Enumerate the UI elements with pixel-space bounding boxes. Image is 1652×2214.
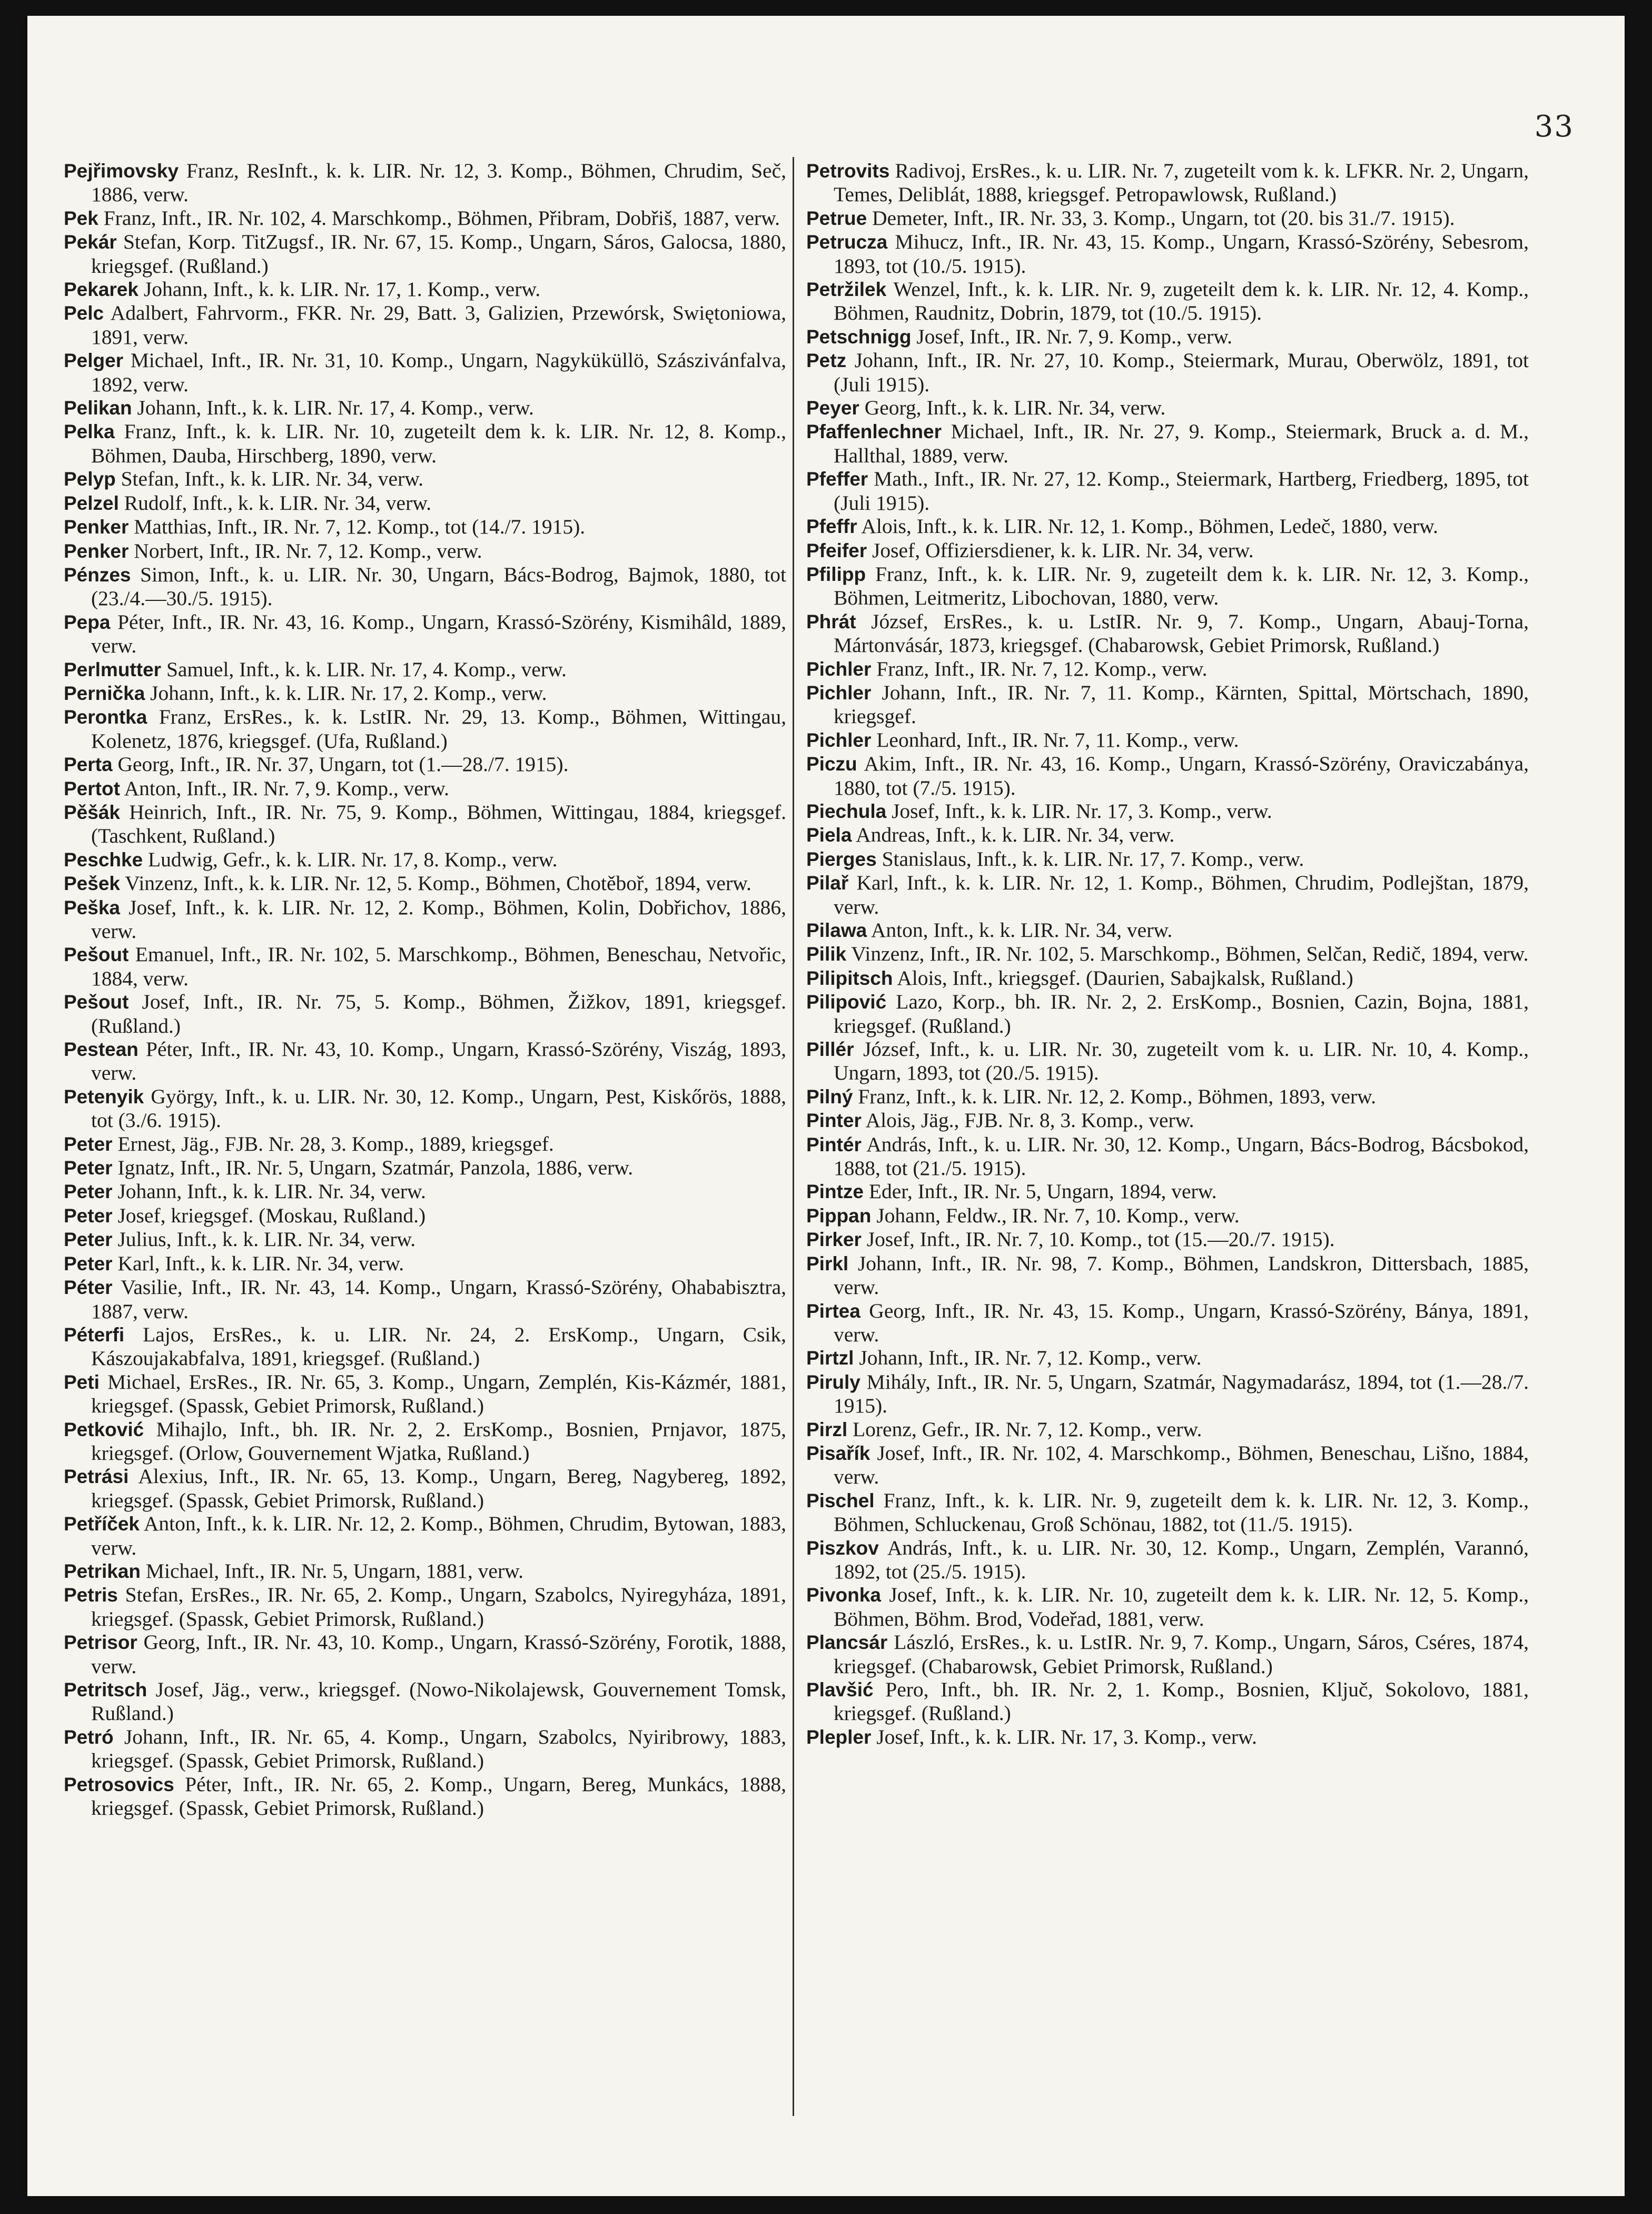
entry-details: Franz, Inft., IR. Nr. 7, 12. Komp., verw. bbox=[876, 657, 1208, 680]
list-entry bbox=[64, 872, 786, 895]
entry-surname: Pillér bbox=[806, 1039, 854, 1061]
entry-details: Anton, Inft., IR. Nr. 7, 9. Komp., verw. bbox=[124, 776, 449, 800]
entry-surname: Pepa bbox=[64, 611, 111, 633]
list-entry bbox=[64, 349, 786, 396]
list-entry bbox=[806, 325, 1529, 349]
list-entry bbox=[64, 159, 786, 206]
entry-surname: Piechula bbox=[806, 800, 887, 822]
entry-surname: Pintze bbox=[806, 1181, 864, 1203]
entry-details: Eder, Inft., IR. Nr. 5, Ungarn, 1894, verw. bbox=[868, 1180, 1217, 1203]
entry-details: Lorenz, Gefr., IR. Nr. 7, 12. Komp., verw. bbox=[853, 1417, 1202, 1441]
entry-surname: Péter bbox=[64, 1277, 113, 1299]
entry-surname: Pekarek bbox=[64, 279, 139, 301]
list-entry bbox=[806, 1180, 1529, 1203]
entry-details: Heinrich, Inft., IR. Nr. 75, 9. Komp., Böhmen, Wittingau, 1884, kriegsgef. (Taschkent, Rußland.) bbox=[91, 800, 787, 848]
list-entry bbox=[806, 1630, 1529, 1678]
list-entry bbox=[806, 1299, 1529, 1347]
list-entry bbox=[64, 681, 786, 705]
list-entry bbox=[64, 1156, 786, 1180]
entry-details: Alois, Inft., k. k. LIR. Nr. 12, 1. Komp., Böhmen, Ledeč, 1880, verw. bbox=[861, 515, 1438, 538]
entry-surname: Pichler bbox=[806, 681, 872, 704]
list-entry bbox=[806, 349, 1529, 396]
entry-surname: Pelzel bbox=[64, 492, 119, 514]
list-entry bbox=[806, 1418, 1529, 1441]
entry-surname: Perlmutter bbox=[64, 658, 162, 680]
list-entry bbox=[64, 1085, 786, 1132]
entry-surname: Petrisor bbox=[64, 1632, 137, 1654]
entry-surname: Piela bbox=[806, 824, 852, 846]
entry-surname: Pekár bbox=[64, 231, 117, 253]
page-number: 33 bbox=[1534, 110, 1574, 144]
entry-surname: Pelikan bbox=[64, 397, 132, 419]
entry-details: Josef, kriegsgef. (Moskau, Rußland.) bbox=[117, 1203, 426, 1227]
entry-surname: Pintér bbox=[806, 1133, 862, 1155]
entry-surname: Peter bbox=[64, 1181, 113, 1203]
list-entry bbox=[806, 159, 1529, 206]
entry-details: Franz, ResInft., k. k. LIR. Nr. 12, 3. Komp., Böhmen, Chrudim, Seč, 1886, verw. bbox=[91, 159, 786, 206]
entry-details: Stanislaus, Inft., k. k. LIR. Nr. 17, 7. Komp., verw. bbox=[882, 847, 1304, 871]
entry-details: László, ErsRes., k. u. LstIR. Nr. 9, 7. Komp., Ungarn, Sáros, Cséres, 1874, kriegsgef. (Chabarowsk, Gebiet Primorsk, Rußland.) bbox=[834, 1630, 1529, 1678]
entry-surname: Peter bbox=[64, 1252, 113, 1274]
entry-details: Alexius, Inft., IR. Nr. 65, 13. Komp., Ungarn, Bereg, Nagybereg, 1892, kriegsgef. (Spassk, Gebiet Primorsk, Rußland.) bbox=[91, 1465, 786, 1512]
entry-details: Josef, Inft., k. k. LIR. Nr. 12, 2. Komp., Böhmen, Kolin, Dobřichov, 1886, verw. bbox=[91, 895, 787, 943]
list-entry bbox=[64, 848, 786, 872]
entry-details: Josef, Inft., k. k. LIR. Nr. 10, zugeteilt dem k. k. LIR. Nr. 12, 5. Komp., Böhmen, Böhm. Brod, Vodeřad, 1881, verw. bbox=[834, 1583, 1529, 1630]
entry-surname: Pischel bbox=[806, 1489, 875, 1511]
entry-details: Michael, Inft., IR. Nr. 5, Ungarn, 1881, verw. bbox=[145, 1559, 523, 1583]
entry-details: Johann, Inft., IR. Nr. 98, 7. Komp., Böhmen, Landskron, Dittersbach, 1885, verw. bbox=[834, 1251, 1529, 1299]
entry-surname: Petrosovics bbox=[64, 1773, 174, 1795]
entry-surname: Pelger bbox=[64, 350, 124, 372]
entry-surname: Peter bbox=[64, 1229, 113, 1251]
entry-details: Math., Inft., IR. Nr. 27, 12. Komp., Steiermark, Hartberg, Friedberg, 1895, tot (Juli 1915). bbox=[834, 467, 1529, 515]
entry-details: Michael, ErsRes., IR. Nr. 65, 3. Komp., Ungarn, Zemplén, Kis-Kázmér, 1881, kriegsgef. (Spassk, Gebiet Primorsk, Rußland.) bbox=[91, 1370, 787, 1418]
entry-details: Alois, Jäg., FJB. Nr. 8, 3. Komp., verw. bbox=[865, 1109, 1194, 1132]
entry-surname: Pierges bbox=[806, 848, 877, 870]
list-entry bbox=[806, 847, 1529, 871]
entry-details: Georg, Inft., IR. Nr. 37, Ungarn, tot (1.—28./7. 1915). bbox=[117, 753, 569, 776]
entry-surname: Pfilipp bbox=[806, 563, 866, 585]
list-entry bbox=[64, 777, 786, 800]
entry-surname: Pirkl bbox=[806, 1252, 849, 1274]
entry-details: Simon, Inft., k. u. LIR. Nr. 30, Ungarn, Bács-Bodrog, Bajmok, 1880, tot (23./4.—30./5. 1915). bbox=[91, 562, 787, 610]
list-entry bbox=[806, 1346, 1529, 1370]
entry-surname: Petenyik bbox=[64, 1085, 144, 1108]
entry-details: György, Inft., k. u. LIR. Nr. 30, 12. Komp., Ungarn, Pest, Kiskőrös, 1888, tot (3./6. 1915). bbox=[91, 1084, 786, 1132]
entry-details: Norbert, Inft., IR. Nr. 7, 12. Komp., verw. bbox=[134, 539, 482, 562]
list-entry bbox=[64, 1204, 786, 1228]
entry-surname: Peschke bbox=[64, 848, 143, 871]
entry-details: József, Inft., k. u. LIR. Nr. 30, zugeteilt vom k. u. LIR. Nr. 10, 4. Komp., Ungarn, 1893, tot (20./5. 1915). bbox=[834, 1037, 1529, 1085]
list-entry bbox=[806, 539, 1529, 562]
entry-surname: Pelka bbox=[64, 421, 115, 443]
entry-details: Anton, Inft., k. k. LIR. Nr. 12, 2. Komp., Böhmen, Chrudim, Bytowan, 1883, verw. bbox=[91, 1512, 787, 1559]
entry-surname: Petrási bbox=[64, 1466, 129, 1488]
entry-surname: Pěšák bbox=[64, 801, 120, 823]
entry-details: Akim, Inft., IR. Nr. 43, 16. Komp., Ungarn, Krassó-Szörény, Oraviczabánya, 1880, tot (7./5. 1915). bbox=[834, 752, 1529, 799]
entry-surname: Pilipović bbox=[806, 991, 887, 1013]
entry-details: Rudolf, Inft., k. k. LIR. Nr. 34, verw. bbox=[124, 491, 432, 515]
entry-details: Michael, Inft., IR. Nr. 31, 10. Komp., Ungarn, Nagyküküllö, Szászivánfalva, 1892, verw. bbox=[91, 349, 786, 396]
list-entry bbox=[806, 1037, 1529, 1085]
list-entry bbox=[806, 657, 1529, 681]
list-entry bbox=[806, 610, 1529, 657]
list-entry bbox=[64, 610, 786, 658]
entry-details: Vasilie, Inft., IR. Nr. 43, 14. Komp., Ungarn, Krassó-Szörény, Ohababisztra, 1887, verw. bbox=[91, 1276, 786, 1323]
entry-details: Josef, Offiziersdiener, k. k. LIR. Nr. 34, verw. bbox=[872, 538, 1254, 562]
list-entry bbox=[64, 539, 786, 563]
list-entry bbox=[806, 1204, 1529, 1228]
entry-surname: Pfeffr bbox=[806, 516, 857, 538]
entry-details: Vinzenz, Inft., k. k. LIR. Nr. 12, 5. Komp., Böhmen, Chotěboř, 1894, verw. bbox=[125, 872, 751, 895]
list-entry bbox=[806, 752, 1529, 799]
list-entry bbox=[64, 1583, 786, 1630]
list-entry bbox=[806, 420, 1529, 467]
list-entry bbox=[806, 823, 1529, 847]
list-entry bbox=[64, 896, 786, 943]
list-entry bbox=[806, 871, 1529, 918]
entry-details: Franz, Inft., k. k. LIR. Nr. 12, 2. Komp., Böhmen, 1893, verw. bbox=[858, 1084, 1377, 1108]
entry-details: Josef, Inft., k. k. LIR. Nr. 17, 3. Komp., verw. bbox=[876, 1725, 1257, 1748]
list-entry bbox=[64, 1773, 786, 1820]
entry-details: Lajos, ErsRes., k. u. LIR. Nr. 24, 2. ErsKomp., Ungarn, Csik, Kászoujakabfalva, 1891, kriegsgef. (Rußland.) bbox=[91, 1322, 786, 1370]
list-entry bbox=[64, 515, 786, 539]
list-entry bbox=[64, 1725, 786, 1773]
entry-details: Johann, Inft., k. k. LIR. Nr. 17, 4. Komp., verw. bbox=[137, 396, 534, 420]
list-entry bbox=[806, 1489, 1529, 1536]
list-entry bbox=[806, 467, 1529, 515]
entry-surname: Pénzes bbox=[64, 564, 131, 586]
entry-surname: Pelc bbox=[64, 302, 104, 324]
entry-surname: Pilawa bbox=[806, 920, 867, 941]
list-entry bbox=[806, 1109, 1529, 1132]
column-divider bbox=[793, 157, 794, 2116]
entry-surname: Péterfi bbox=[64, 1323, 125, 1346]
list-entry bbox=[64, 800, 786, 848]
entry-details: Péter, Inft., IR. Nr. 43, 10. Komp., Ungarn, Krassó-Szörény, Viszág, 1893, verw. bbox=[91, 1037, 787, 1085]
entry-surname: Pirtzl bbox=[806, 1347, 854, 1369]
left-column bbox=[64, 159, 786, 1820]
entry-details: Josef, Inft., IR. Nr. 7, 10. Komp., tot (15.—20./7. 1915). bbox=[866, 1228, 1335, 1251]
list-entry bbox=[64, 1132, 786, 1156]
entry-surname: Pirzl bbox=[806, 1418, 848, 1440]
entry-surname: Plavšić bbox=[806, 1679, 874, 1701]
entry-details: András, Inft., k. u. LIR. Nr. 30, 12. Komp., Ungarn, Zemplén, Varannó, 1892, tot (25./5. 1915). bbox=[834, 1536, 1529, 1583]
entry-details: Stefan, Inft., k. k. LIR. Nr. 34, verw. bbox=[121, 467, 424, 491]
entry-details: Georg, Inft., k. k. LIR. Nr. 34, verw. bbox=[864, 396, 1166, 420]
entry-details: Adalbert, Fahrvorm., FKR. Nr. 29, Batt. 3, Galizien, Przewórsk, Swiętoniowa, 1891, verw. bbox=[91, 301, 786, 349]
entry-surname: Pešout bbox=[64, 991, 129, 1013]
list-entry bbox=[64, 1252, 786, 1276]
entry-surname: Pirker bbox=[806, 1229, 862, 1251]
list-entry bbox=[64, 1465, 786, 1512]
list-entry bbox=[806, 230, 1529, 278]
list-entry bbox=[806, 918, 1529, 942]
entry-surname: Piczu bbox=[806, 753, 857, 775]
list-entry bbox=[806, 681, 1529, 728]
entry-details: Radivoj, ErsRes., k. u. LIR. Nr. 7, zugeteilt vom k. k. LFKR. Nr. 2, Ungarn, Temes, Deliblát, 1888, kriegsgef. Petropawlowsk, Rußland.) bbox=[834, 159, 1529, 206]
list-entry bbox=[806, 1536, 1529, 1584]
entry-details: Péter, Inft., IR. Nr. 43, 16. Komp., Ungarn, Krassó-Szörény, Kismihâld, 1889, verw. bbox=[91, 610, 786, 658]
entry-details: Ignatz, Inft., IR. Nr. 5, Ungarn, Szatmár, Panzola, 1886, verw. bbox=[117, 1156, 634, 1180]
entry-surname: Peška bbox=[64, 896, 120, 918]
entry-surname: Petschnigg bbox=[806, 325, 912, 348]
list-entry bbox=[806, 942, 1529, 966]
entry-details: Samuel, Inft., k. k. LIR. Nr. 17, 4. Komp., verw. bbox=[166, 657, 567, 681]
list-entry bbox=[806, 396, 1529, 420]
list-entry bbox=[64, 278, 786, 301]
list-entry bbox=[64, 1630, 786, 1678]
list-entry bbox=[64, 1180, 786, 1203]
list-entry bbox=[806, 1085, 1529, 1109]
entry-surname: Petrue bbox=[806, 207, 867, 229]
list-entry bbox=[64, 467, 786, 491]
entry-surname: Petrovits bbox=[806, 160, 890, 182]
entry-details: Matthias, Inft., IR. Nr. 7, 12. Komp., tot (14./7. 1915). bbox=[134, 515, 586, 539]
entry-surname: Pilný bbox=[806, 1085, 853, 1108]
entry-surname: Peyer bbox=[806, 397, 859, 419]
entry-surname: Penker bbox=[64, 516, 129, 538]
list-entry bbox=[64, 1559, 786, 1583]
list-entry bbox=[806, 1133, 1529, 1180]
entry-surname: Pejřimovsky bbox=[64, 160, 179, 182]
list-entry bbox=[64, 1228, 786, 1251]
list-entry bbox=[64, 1323, 786, 1370]
entry-details: Stefan, ErsRes., IR. Nr. 65, 2. Komp., Ungarn, Szabolcs, Nyiregyháza, 1891, kriegsgef. (Spassk, Gebiet Primorsk, Rußland.) bbox=[91, 1583, 787, 1630]
list-entry bbox=[64, 301, 786, 349]
entry-surname: Pešout bbox=[64, 944, 129, 966]
list-entry bbox=[64, 753, 786, 776]
list-entry bbox=[64, 990, 786, 1037]
entry-details: Josef, Inft., k. k. LIR. Nr. 17, 3. Komp., verw. bbox=[892, 799, 1272, 823]
entry-surname: Pivonka bbox=[806, 1584, 881, 1606]
list-entry bbox=[64, 1418, 786, 1465]
entry-surname: Pichler bbox=[806, 729, 872, 751]
list-entry bbox=[64, 1512, 786, 1559]
entry-surname: Plepler bbox=[806, 1726, 872, 1748]
entry-details: Franz, ErsRes., k. k. LstIR. Nr. 29, 13. Komp., Böhmen, Wittingau, Kolenetz, 1876, kriegsgef. (Ufa, Rußland.) bbox=[91, 705, 787, 753]
entry-details: Franz, Inft., IR. Nr. 102, 4. Marschkomp., Böhmen, Přibram, Dobřiš, 1887, verw. bbox=[103, 206, 780, 230]
list-entry bbox=[64, 1037, 786, 1085]
entry-surname: Peti bbox=[64, 1371, 100, 1393]
entry-details: Johann, Inft., IR. Nr. 27, 10. Komp., Steiermark, Murau, Oberwölz, 1891, tot (Juli 1915). bbox=[834, 349, 1529, 396]
list-entry bbox=[64, 1276, 786, 1323]
list-entry bbox=[806, 1441, 1529, 1489]
entry-details: Michael, Inft., IR. Nr. 27, 9. Komp., Steiermark, Bruck a. d. M., Hallthal, 1889, verw. bbox=[834, 420, 1529, 467]
list-entry bbox=[64, 658, 786, 681]
entry-details: Johann, Inft., k. k. LIR. Nr. 17, 1. Komp., verw. bbox=[143, 278, 541, 301]
entry-surname: Pek bbox=[64, 207, 98, 229]
list-entry bbox=[806, 1252, 1529, 1299]
entry-details: Anton, Inft., k. k. LIR. Nr. 34, verw. bbox=[870, 918, 1173, 942]
entry-surname: Petrucza bbox=[806, 231, 888, 253]
list-entry bbox=[64, 705, 786, 753]
entry-surname: Pfaffenlechner bbox=[806, 421, 942, 443]
entry-details: Johann, Inft., IR. Nr. 7, 11. Komp., Kärnten, Spittal, Mörtschach, 1890, kriegsgef. bbox=[834, 680, 1529, 728]
document-page bbox=[27, 16, 1625, 2196]
list-entry bbox=[64, 1370, 786, 1418]
entry-details: Franz, Inft., k. k. LIR. Nr. 9, zugeteilt dem k. k. LIR. Nr. 12, 3. Komp., Böhmen, Schluckenau, Groß Schönau, 1882, tot (11./5. 1915). bbox=[834, 1488, 1529, 1536]
entry-details: Josef, Inft., IR. Nr. 75, 5. Komp., Böhmen, Žižkov, 1891, kriegsgef. (Rußland.) bbox=[91, 990, 787, 1037]
entry-surname: Pešek bbox=[64, 873, 120, 895]
list-entry bbox=[64, 230, 786, 278]
entry-details: Johann, Inft., IR. Nr. 65, 4. Komp., Ungarn, Szabolcs, Nyiribrowy, 1883, kriegsgef. (Spassk, Gebiet Primorsk, Rußland.) bbox=[91, 1725, 786, 1773]
entry-surname: Peter bbox=[64, 1204, 113, 1227]
entry-details: Lazo, Korp., bh. IR. Nr. 2, 2. ErsKomp., Bosnien, Cazin, Bojna, 1881, kriegsgef. (Rußland.) bbox=[834, 990, 1529, 1037]
entry-surname: Pichler bbox=[806, 658, 872, 680]
entry-details: Karl, Inft., k. k. LIR. Nr. 34, verw. bbox=[117, 1251, 404, 1275]
list-entry bbox=[806, 799, 1529, 823]
entry-details: Karl, Inft., k. k. LIR. Nr. 12, 1. Komp., Böhmen, Chrudim, Podlejštan, 1879, verw. bbox=[834, 871, 1529, 918]
list-entry bbox=[64, 563, 786, 610]
entry-surname: Pinter bbox=[806, 1110, 862, 1132]
entry-details: Andreas, Inft., k. k. LIR. Nr. 34, verw. bbox=[856, 823, 1175, 847]
entry-surname: Pestean bbox=[64, 1039, 139, 1061]
entry-surname: Petris bbox=[64, 1584, 118, 1606]
entry-details: Leonhard, Inft., IR. Nr. 7, 11. Komp., verw. bbox=[876, 728, 1239, 752]
entry-details: Ludwig, Gefr., k. k. LIR. Nr. 17, 8. Komp., verw. bbox=[148, 847, 558, 871]
right-column bbox=[806, 159, 1529, 1749]
list-entry bbox=[64, 943, 786, 990]
entry-details: Franz, Inft., k. k. LIR. Nr. 10, zugeteilt dem k. k. LIR. Nr. 12, 8. Komp., Böhmen, Dauba, Hirschberg, 1890, verw. bbox=[91, 420, 787, 467]
entry-surname: Pfeifer bbox=[806, 539, 867, 561]
entry-surname: Pilař bbox=[806, 872, 849, 894]
list-entry bbox=[806, 1228, 1529, 1251]
entry-surname: Pisařík bbox=[806, 1442, 870, 1464]
list-entry bbox=[64, 206, 786, 230]
entry-surname: Pirtea bbox=[806, 1300, 860, 1322]
entry-surname: Piruly bbox=[806, 1371, 860, 1393]
entry-surname: Piszkov bbox=[806, 1537, 879, 1559]
entry-details: András, Inft., k. u. LIR. Nr. 30, 12. Komp., Ungarn, Bács-Bodrog, Bácsbokod, 1888, tot (21./5. 1915). bbox=[834, 1132, 1529, 1180]
list-entry bbox=[806, 966, 1529, 990]
entry-details: Georg, Inft., IR. Nr. 43, 10. Komp., Ungarn, Krassó-Szörény, Forotik, 1888, verw. bbox=[91, 1630, 787, 1678]
entry-surname: Peter bbox=[64, 1157, 113, 1179]
entry-surname: Petz bbox=[806, 350, 847, 372]
entry-surname: Plancsár bbox=[806, 1632, 888, 1654]
entry-details: Johann, Inft., IR. Nr. 7, 12. Komp., verw. bbox=[859, 1346, 1202, 1370]
entry-surname: Petritsch bbox=[64, 1679, 147, 1701]
entry-details: Mihucz, Inft., IR. Nr. 43, 15. Komp., Ungarn, Krassó-Szörény, Sebesrom, 1893, tot (10./5. 1915). bbox=[834, 230, 1529, 278]
list-entry bbox=[64, 420, 786, 467]
entry-surname: Pernička bbox=[64, 682, 145, 704]
list-entry bbox=[806, 1583, 1529, 1630]
entry-details: Franz, Inft., k. k. LIR. Nr. 9, zugeteilt dem k. k. LIR. Nr. 12, 3. Komp., Böhmen, Leitmeritz, Libochovan, 1880, verw. bbox=[834, 562, 1529, 610]
entry-details: Alois, Inft., kriegsgef. (Daurien, Sabajkalsk, Rußland.) bbox=[897, 966, 1353, 990]
entry-details: Josef, Inft., IR. Nr. 102, 4. Marschkomp., Böhmen, Beneschau, Lišno, 1884, verw. bbox=[834, 1441, 1529, 1489]
list-entry bbox=[806, 1678, 1529, 1725]
list-entry bbox=[64, 1678, 786, 1725]
entry-surname: Penker bbox=[64, 540, 129, 562]
entry-surname: Petković bbox=[64, 1418, 144, 1440]
entry-details: Johann, Feldw., IR. Nr. 7, 10. Komp., verw. bbox=[876, 1203, 1240, 1227]
entry-surname: Pilipitsch bbox=[806, 967, 893, 989]
entry-details: Mihály, Inft., IR. Nr. 5, Ungarn, Szatmár, Nagymadarász, 1894, tot (1.—28./7. 1915). bbox=[834, 1370, 1529, 1418]
list-entry bbox=[64, 491, 786, 515]
entry-surname: Petržilek bbox=[806, 279, 887, 301]
entry-surname: Pertot bbox=[64, 777, 120, 799]
entry-details: Pero, Inft., bh. IR. Nr. 2, 1. Komp., Bosnien, Ključ, Sokolovo, 1881, kriegsgef. (Rußland.) bbox=[834, 1678, 1529, 1725]
entry-details: Josef, Jäg., verw., kriegsgef. (Nowo-Nikolajewsk, Gouvernement Tomsk, Rußland.) bbox=[91, 1678, 786, 1725]
entry-details: Johann, Inft., k. k. LIR. Nr. 17, 2. Komp., verw. bbox=[150, 681, 547, 705]
entry-details: Wenzel, Inft., k. k. LIR. Nr. 9, zugeteilt dem k. k. LIR. Nr. 12, 4. Komp., Böhmen, Raudnitz, Dobrin, 1879, tot (10./5. 1915). bbox=[834, 278, 1529, 325]
entry-details: Emanuel, Inft., IR. Nr. 102, 5. Marschkomp., Böhmen, Beneschau, Netvořic, 1884, verw. bbox=[91, 943, 787, 990]
list-entry bbox=[806, 562, 1529, 610]
list-entry bbox=[806, 515, 1529, 538]
entry-details: Demeter, Inft., IR. Nr. 33, 3. Komp., Ungarn, tot (20. bis 31./7. 1915). bbox=[872, 206, 1455, 230]
entry-surname: Pippan bbox=[806, 1204, 872, 1227]
list-entry bbox=[806, 990, 1529, 1037]
list-entry bbox=[806, 728, 1529, 752]
list-entry bbox=[806, 278, 1529, 325]
entry-surname: Pilik bbox=[806, 943, 847, 965]
entry-surname: Pelyp bbox=[64, 468, 116, 490]
list-entry bbox=[64, 396, 786, 420]
entry-details: Ernest, Jäg., FJB. Nr. 28, 3. Komp., 1889, kriegsgef. bbox=[117, 1132, 554, 1155]
list-entry bbox=[806, 1370, 1529, 1418]
entry-surname: Phrát bbox=[806, 610, 856, 632]
entry-details: Péter, Inft., IR. Nr. 65, 2. Komp., Ungarn, Bereg, Munkács, 1888, kriegsgef. (Spassk, Gebiet Primorsk, Rußland.) bbox=[91, 1772, 787, 1820]
entry-details: Johann, Inft., k. k. LIR. Nr. 34, verw. bbox=[117, 1180, 426, 1203]
entry-details: Josef, Inft., IR. Nr. 7, 9. Komp., verw. bbox=[916, 324, 1233, 348]
entry-details: Stefan, Korp. TitZugsf., IR. Nr. 67, 15. Komp., Ungarn, Sáros, Galocsa, 1880, kriegsgef. (Rußland.) bbox=[91, 230, 786, 278]
list-entry bbox=[806, 1725, 1529, 1749]
entry-surname: Petrikan bbox=[64, 1560, 141, 1582]
entry-surname: Petříček bbox=[64, 1513, 140, 1535]
list-entry bbox=[806, 206, 1529, 230]
entry-details: Julius, Inft., k. k. LIR. Nr. 34, verw. bbox=[117, 1228, 416, 1251]
entry-surname: Perontka bbox=[64, 706, 147, 728]
entry-surname: Pfeffer bbox=[806, 468, 868, 490]
entry-details: Mihajlo, Inft., bh. IR. Nr. 2, 2. ErsKomp., Bosnien, Prnjavor, 1875, kriegsgef. (Orlow, Gouvernement Wjatka, Rußland.) bbox=[91, 1417, 787, 1465]
entry-surname: Perta bbox=[64, 754, 113, 776]
entry-details: Vinzenz, Inft., IR. Nr. 102, 5. Marschkomp., Böhmen, Selčan, Redič, 1894, verw. bbox=[851, 942, 1529, 966]
entry-surname: Peter bbox=[64, 1133, 113, 1155]
entry-surname: Petró bbox=[64, 1726, 114, 1748]
entry-details: Georg, Inft., IR. Nr. 43, 15. Komp., Ungarn, Krassó-Szörény, Bánya, 1891, verw. bbox=[834, 1299, 1529, 1346]
entry-details: József, ErsRes., k. u. LstIR. Nr. 9, 7. Komp., Ungarn, Abauj-Torna, Mártonvásár, 1873, kriegsgef. (Chabarowsk, Gebiet Primorsk, Rußland.) bbox=[834, 609, 1529, 657]
